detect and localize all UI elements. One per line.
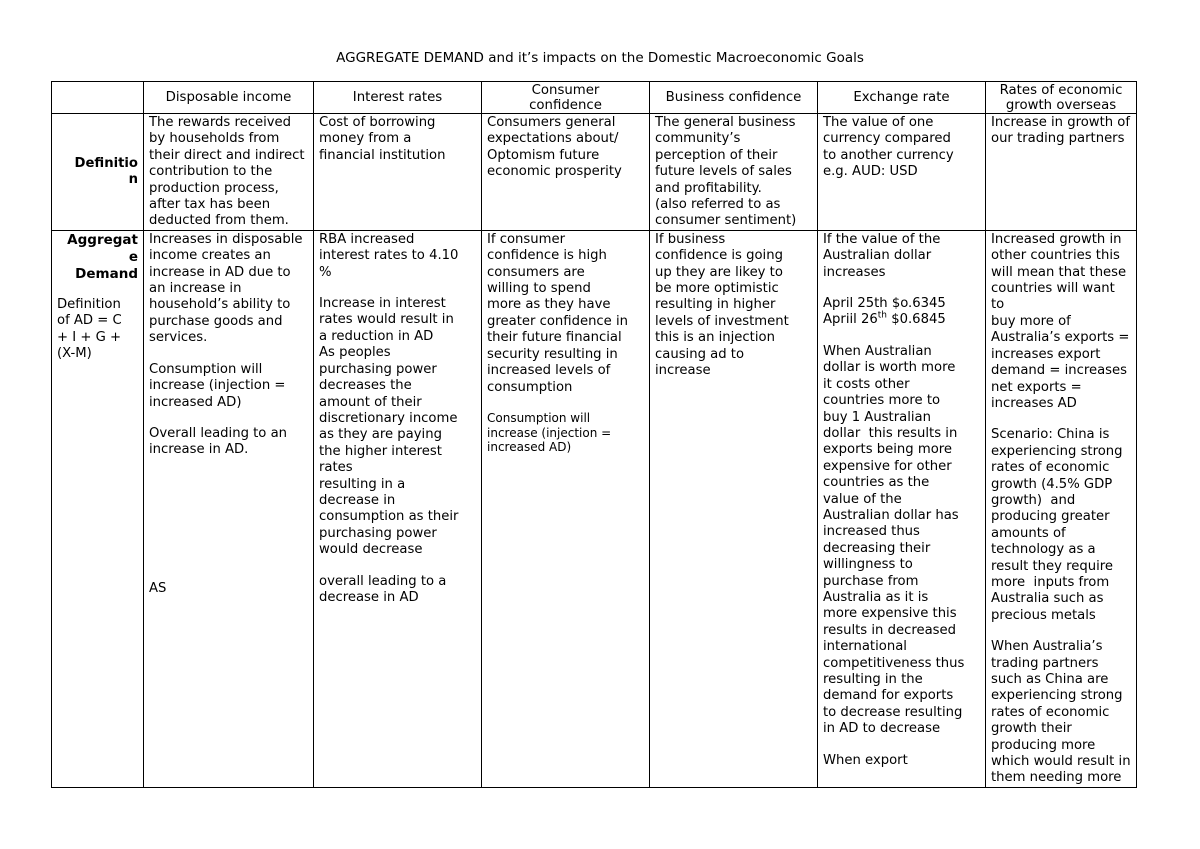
definition-row <box>52 114 1137 231</box>
definition-cell-overseas <box>986 114 1137 231</box>
ad-definition-formula: Definition of AD = C + I + G + (X-M) <box>57 296 122 362</box>
paragraph: Increased growth in other countries this will mean that these countries will want to buy more of Australia’s exports = increases export demand = increases net exports = increases AD <box>991 231 1130 411</box>
ad-cell-exchange <box>818 230 986 787</box>
paragraph: If the value of the Australian dollar increases <box>823 231 941 280</box>
definition-cell-disposable <box>144 114 314 231</box>
rate-line <box>823 312 980 328</box>
paragraph: Increases in disposable income creates an increase in AD due to an increase in household’s ability to purchase goods and services. <box>149 231 303 346</box>
header-label: Consumer confidence <box>529 82 602 113</box>
paragraph: When Australian dollar is worth more it costs other countries more to buy 1 Australian dollar this results in exports being more expensive for other countries as the value of the Australian dollar has increased thus decreasing their willingness to purchase from Australia as it is more expensive this results in decreased international competitiveness thus resulting in the demand for exports to decrease resulting in AD to decrease <box>823 343 965 737</box>
paragraph: When Australia’s trading partners such as China are experiencing strong rates of economic growth their producing more which would result in them needing more <box>991 639 1131 786</box>
aggregate-demand-row <box>52 230 1137 787</box>
cell-text: Increase in growth of our trading partners <box>991 115 1131 147</box>
paragraph: Increase in interest rates would result in a reduction in AD As peoples purchasing power decreases the amount of their discretionary income as they are paying the higher interest rates resulting in a decrease in consumption as their purchasing power would decrease <box>319 296 459 558</box>
paragraph: If business confidence is going up they are likey to be more optimistic resulting in higher levels of investment this is an injection causing ad to increase <box>655 231 789 379</box>
ad-cell-business <box>650 230 818 787</box>
ordinal-suffix: th <box>877 311 888 322</box>
cell-text: The general business community’s perception of their future levels of sales and profitability. (also referred to as consumer sentiment) <box>655 115 797 229</box>
definition-cell-interest <box>314 114 482 231</box>
cell-text: Consumers general expectations about/ Optomism future economic prosperity <box>487 115 622 180</box>
header-interest-rates <box>314 82 482 114</box>
paragraph: Overall leading to an increase in AD. <box>149 425 288 458</box>
ad-cell-consumer <box>482 230 650 787</box>
header-label: Disposable income <box>165 90 292 105</box>
ad-cell-overseas <box>986 230 1137 787</box>
row-label-text: Definitio n <box>74 156 138 188</box>
header-row <box>52 82 1137 114</box>
definition-cell-business <box>650 114 818 231</box>
paragraph: AS <box>149 580 167 596</box>
paragraph: When export <box>823 752 908 768</box>
paragraph: Consumption will increase (injection = increased AD) <box>149 361 286 410</box>
header-consumer-confidence <box>482 82 650 114</box>
header-label: Interest rates <box>352 90 443 105</box>
header-label: Business confidence <box>665 90 802 105</box>
document-title: AGGREGATE DEMAND and it’s impacts on the Domestic Macroeconomic Goals <box>336 50 864 66</box>
paragraph: overall leading to a decrease in AD <box>319 573 447 605</box>
impacts-table <box>51 81 1137 788</box>
header-business-confidence <box>650 82 818 114</box>
cell-text: The rewards received by households from their direct and indirect contribution to the production process, after tax has been deducted from them. <box>149 115 305 229</box>
header-empty-cell <box>52 82 144 114</box>
cell-text: The value of one currency compared to another currency e.g. AUD: USD <box>823 115 954 180</box>
header-disposable-income <box>144 82 314 114</box>
paragraph: Scenario: China is experiencing strong rates of economic growth (4.5% GDP growth) and producing greater amounts of technology as a result they require more inputs from Australia such as precious metals <box>991 427 1123 623</box>
paragraph: Consumption will increase (injection = increased AD) <box>487 410 612 455</box>
rate-line: April 25th $o.6345 <box>823 296 946 312</box>
paragraph: RBA increased interest rates to 4.10 % <box>319 231 459 280</box>
definition-row-label <box>52 114 144 231</box>
ad-cell-interest <box>314 230 482 787</box>
header-label: Rates of economic growth overseas <box>999 82 1123 113</box>
ad-row-label: Aggregat e Demand <box>67 231 138 282</box>
cell-text: Cost of borrowing money from a financial institution <box>319 115 446 163</box>
definition-cell-consumer <box>482 114 650 231</box>
header-exchange-rate <box>818 82 986 114</box>
ad-cell-disposable <box>144 230 314 787</box>
header-label: Exchange rate <box>853 90 950 105</box>
definition-cell-exchange <box>818 114 986 231</box>
header-overseas-growth <box>986 82 1137 114</box>
rate-value: $0.6845 <box>887 312 946 328</box>
ad-row-label-cell <box>52 230 144 787</box>
paragraph: If consumer confidence is high consumers are willing to spend more as they have greater confidence in their future financial security resulting in increased levels of consumption <box>487 231 628 395</box>
rate-date: Apriil 26 <box>823 312 878 328</box>
